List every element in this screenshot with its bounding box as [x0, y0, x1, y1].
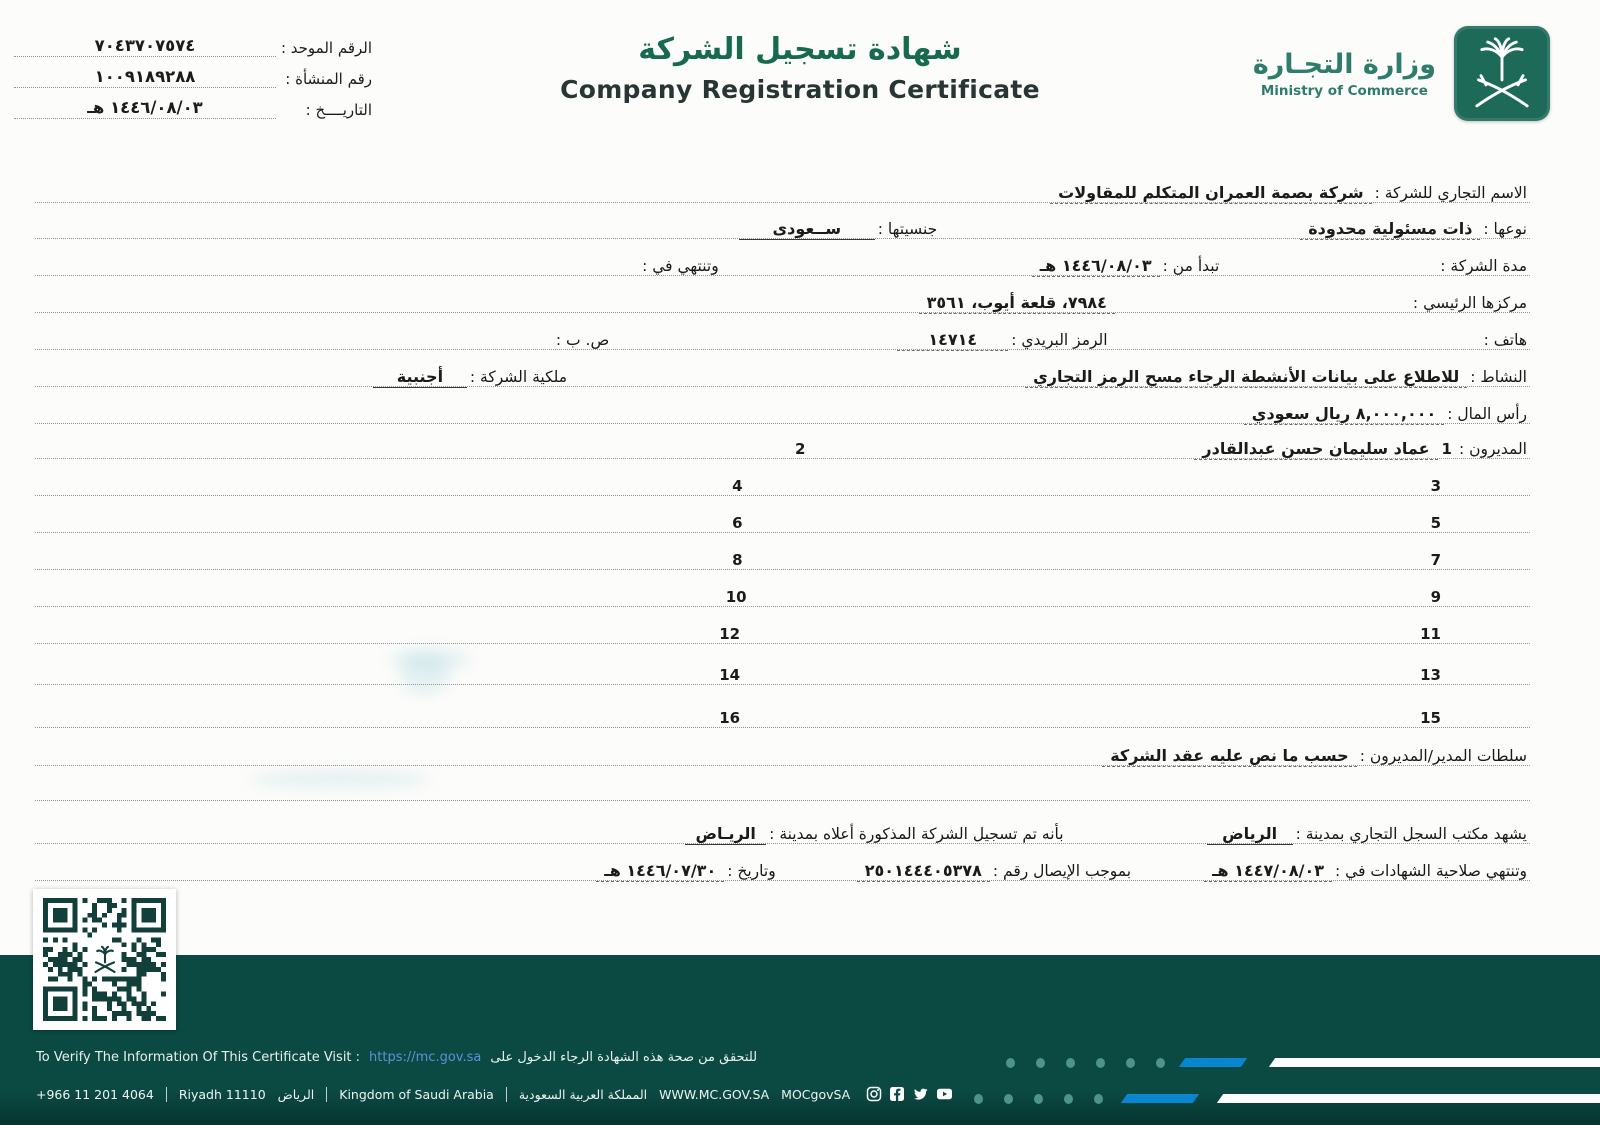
ministry-wordmark — [1253, 49, 1436, 99]
trade-name-value: شركة بصمة العمران المتكلم للمقاولات — [1050, 183, 1371, 204]
duration-start-label: تبدأ من : — [1162, 257, 1220, 275]
managers-label: المديرون : — [1458, 440, 1527, 458]
document-title — [560, 32, 1040, 104]
ownership-label: ملكية الشركة : — [469, 368, 568, 386]
manager-empty-row — [35, 693, 1530, 728]
manager-number-16: 16 — [719, 709, 741, 727]
duration-label: مدة الشركة : — [1440, 257, 1527, 275]
nationality-label: جنسيتها : — [877, 220, 938, 238]
scan-smudge — [250, 770, 430, 788]
blank-dotted-row — [35, 766, 1530, 801]
capital-value: ٨,٠٠٠,٠٠٠ ريال سعودي — [1244, 404, 1444, 425]
decor-dot-row — [974, 1094, 1103, 1104]
manager-number-8: 8 — [732, 551, 743, 569]
facebook-icon — [889, 1086, 905, 1102]
manager-empty-row — [35, 461, 1530, 496]
manager-empty-row — [35, 609, 1530, 644]
ministry-name-arabic: وزارة التجـارة — [1252, 48, 1436, 80]
manager-empty-row — [35, 572, 1530, 607]
unified-number-row — [14, 26, 374, 57]
footer-phone: +966 11 201 4064 — [36, 1086, 154, 1102]
manager-empty-row — [35, 535, 1530, 570]
duration-start-value: ١٤٤٦/٠٨/٠٣ هـ — [1032, 256, 1160, 277]
manager-number-15: 15 — [1420, 709, 1441, 727]
registered-in-city-value: الريـاض — [685, 824, 766, 845]
nationality-value: ســعودى — [739, 219, 875, 240]
entity-number-label: رقم المنشأة : — [285, 70, 372, 88]
field-row-expiry-receipt — [35, 846, 1530, 881]
youtube-icon — [936, 1086, 953, 1102]
decor-white-bar — [1217, 1094, 1600, 1103]
instagram-icon — [866, 1086, 882, 1102]
registry-meta-block — [14, 26, 374, 119]
registered-in-city-label: بأنه تم تسجيل الشركة المذكورة أعلاه بمدينة : — [769, 825, 1064, 843]
manager-number-14: 14 — [719, 666, 741, 684]
decor-dot-row — [1006, 1058, 1165, 1068]
field-row-duration — [35, 241, 1530, 276]
decor-blue-bar — [1121, 1094, 1199, 1103]
footer-verify-line — [36, 1050, 757, 1065]
receipt-number-value: ٢٥٠١٤٤٤٠٥٣٧٨ — [857, 861, 990, 882]
certifying-office-city: الرياض — [1207, 824, 1293, 845]
certifying-office-label: يشهد مكتب السجل التجاري بمدينة : — [1295, 825, 1527, 843]
footer-country-english: Kingdom of Saudi Arabia — [339, 1086, 494, 1102]
activity-value: للاطلاع على بيانات الأنشطة الرجاء مسح الرمز التجاري — [1025, 367, 1467, 388]
verify-link[interactable]: https://mc.gov.sa — [369, 1050, 482, 1065]
certificate-expiry-label: وتنتهي صلاحية الشهادات في : — [1335, 862, 1527, 880]
company-type-label: نوعها : — [1483, 220, 1527, 238]
scan-smudge — [400, 655, 450, 695]
headquarters-label: مركزها الرئيسي : — [1412, 294, 1527, 312]
manager-number-5: 5 — [1430, 514, 1441, 532]
manager-number-11: 11 — [1420, 625, 1441, 643]
verify-text-arabic: للتحقق من صحة هذه الشهادة الرجاء الدخول على — [490, 1050, 758, 1065]
phone-label: هاتف : — [1483, 331, 1527, 349]
manager-empty-row — [35, 498, 1530, 533]
footer-divider — [326, 1087, 327, 1102]
footer-city-english: Riyadh 11110 — [178, 1086, 266, 1102]
page-title-arabic: شهادة تسجيل الشركة — [638, 32, 962, 67]
pobox-label: ص. ب : — [555, 331, 610, 349]
footer-website: WWW.MC.GOV.SA — [659, 1086, 770, 1102]
footer-contact-line — [36, 1086, 953, 1102]
activity-label: النشاط : — [1470, 368, 1527, 386]
manager-number-7: 7 — [1430, 551, 1441, 569]
field-row-managers — [35, 424, 1530, 459]
trade-name-label: الاسم التجاري للشركة : — [1374, 184, 1527, 202]
unified-number-value: ٧٠٤٣٧٠٧٥٧٤ — [14, 36, 276, 57]
duration-end-label: وتنتهي في : — [642, 257, 719, 275]
issue-date-label: التاريــــخ : — [305, 101, 372, 119]
field-row-certifying-office — [35, 809, 1530, 844]
manager-1-name: عماد سليمان حسن عبدالقادر — [1194, 439, 1437, 460]
issue-date-value: ١٤٤٦/٠٨/٠٣ هـ — [14, 98, 276, 119]
manager-number-6: 6 — [732, 514, 743, 532]
field-row-capital — [35, 389, 1530, 424]
footer-divider — [166, 1087, 167, 1102]
entity-number-value: ١٠٠٩١٨٩٢٨٨ — [14, 67, 276, 88]
manager-number-2: 2 — [794, 440, 806, 458]
footer-country-arabic: المملكة العربية السعودية — [518, 1086, 648, 1102]
field-row-phone-postal — [35, 315, 1530, 350]
manager-number-10: 10 — [725, 588, 747, 606]
field-row-authority — [35, 731, 1530, 766]
page-title-english: Company Registration Certificate — [560, 75, 1040, 104]
manager-number-12: 12 — [719, 625, 741, 643]
field-row-type-nationality — [35, 204, 1530, 239]
issue-date-row — [14, 88, 374, 119]
footer-divider — [506, 1087, 507, 1102]
qr-code — [33, 889, 176, 1030]
manager-number-9: 9 — [1430, 588, 1441, 606]
decor-blue-bar — [1179, 1058, 1247, 1067]
receipt-date-label: وتاريخ : — [727, 862, 776, 880]
manager-number-1: 1 — [1441, 440, 1452, 458]
manager-empty-row — [35, 650, 1530, 685]
twitter-icon — [912, 1086, 929, 1102]
certificate-expiry-value: ١٤٤٧/٠٨/٠٣ هـ — [1204, 861, 1332, 882]
decor-white-bar — [1269, 1058, 1600, 1067]
ownership-value: أجنبية — [373, 367, 467, 388]
ministry-brand — [1253, 26, 1550, 121]
entity-number-row — [14, 57, 374, 88]
receipt-date-value: ١٤٤٦/٠٧/٣٠ هـ — [596, 861, 724, 882]
footer-social-icons — [866, 1086, 953, 1102]
receipt-number-label: بموجب الإيصال رقم : — [992, 862, 1132, 880]
manager-number-3: 3 — [1430, 477, 1441, 495]
headquarters-value: ٧٩٨٤، قلعة أيوب، ٣٥٦١ — [919, 293, 1115, 314]
company-type-value: ذات مسئولية محدودة — [1300, 219, 1480, 240]
field-row-headquarters — [35, 278, 1530, 313]
postal-code-value: ١٤٧١٤ — [897, 330, 1008, 351]
saudi-emblem-icon — [1454, 26, 1550, 121]
postal-code-label: الرمز البريدي : — [1011, 331, 1108, 349]
manager-number-4: 4 — [732, 477, 743, 495]
footer-social-handle: MOCgovSA — [781, 1086, 851, 1102]
verify-text-english: To Verify The Information Of This Certificate Visit : — [36, 1050, 361, 1065]
authority-label: سلطات المدير/المديرون : — [1359, 747, 1527, 765]
unified-number-label: الرقم الموحد : — [280, 39, 372, 57]
authority-value: حسب ما نص عليه عقد الشركة — [1102, 746, 1356, 767]
ministry-name-english: Ministry of Commerce — [1260, 82, 1428, 99]
footer-city-arabic: الرياض — [277, 1086, 315, 1102]
field-row-activity-ownership — [35, 352, 1530, 387]
manager-number-13: 13 — [1420, 666, 1441, 684]
field-row-trade-name — [35, 168, 1530, 203]
capital-label: رأس المال : — [1447, 405, 1527, 423]
